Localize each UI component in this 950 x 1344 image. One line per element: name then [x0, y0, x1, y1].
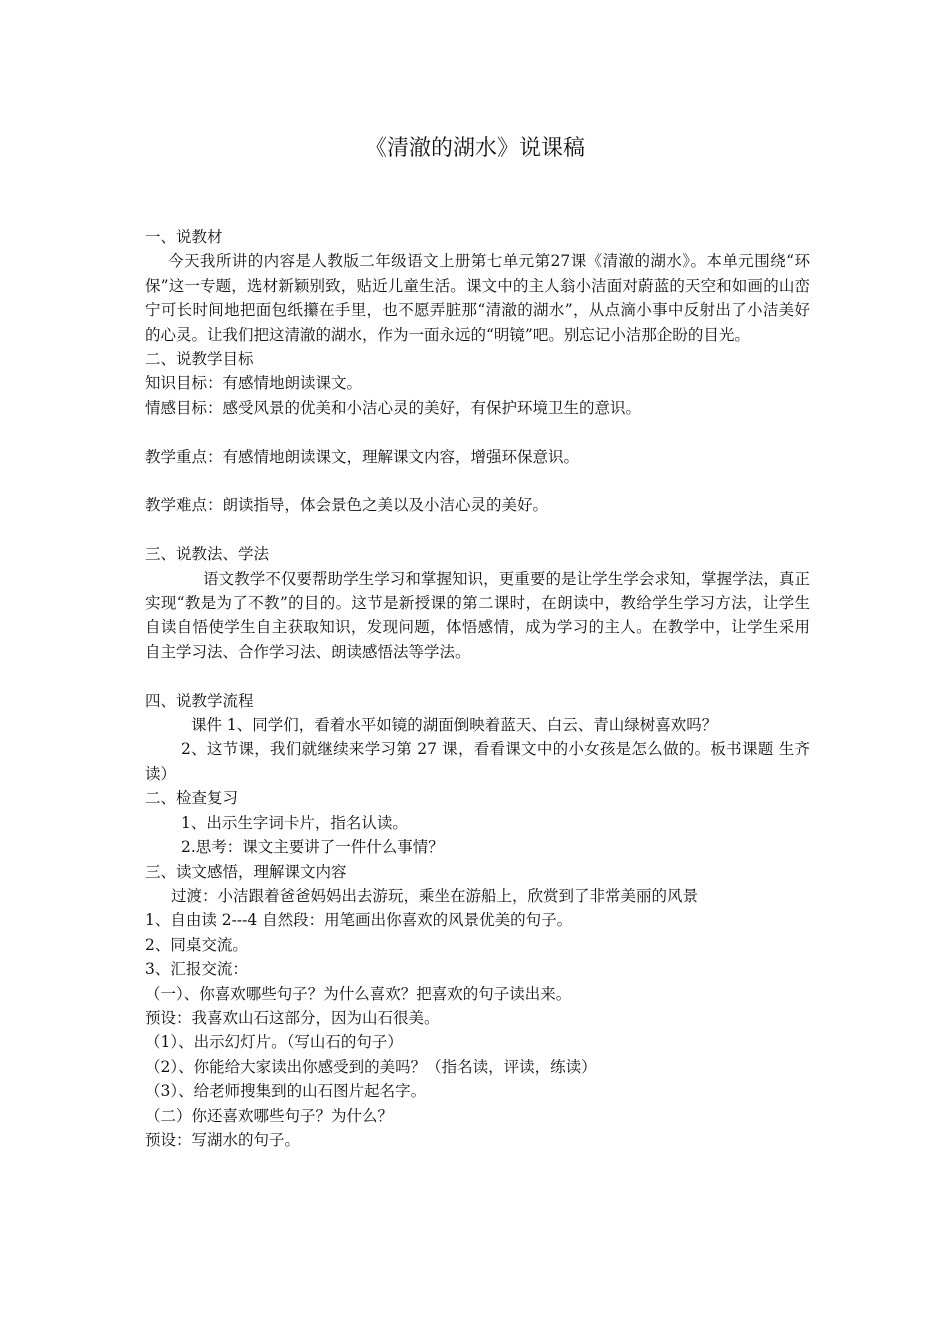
section-heading-textbook: 一、说教材 [145, 228, 223, 246]
section-heading-review: 二、检查复习 [145, 789, 239, 808]
textbook-paragraph: 今天我所讲的内容是人教版二年级语文上册第七单元第27课《清澈的湖水》。本单元围绕“环保”这一专题，选材新颖别致，贴近儿童生活。课文中的主人翁小洁面对蔚蓝的天空和如画的山峦宁可长时间地把面包纸攥在手里，也不愿弄脏那“清澈的湖水”，从点滴小事中反射出了小洁美好的心灵。让我们把这清澈的湖水，作为一面永远的“明镜”吧。别忘记小洁那企盼的目光。 [145, 252, 810, 344]
sub-item-1: （1）、出示幻灯片。（写山石的句子） [145, 1033, 403, 1052]
question-1: （一）、你喜欢哪些句子？为什么喜欢？把喜欢的句子读出来。 [145, 984, 572, 1003]
section-heading-goals: 二、说教学目标 [145, 350, 254, 369]
spacer [145, 664, 810, 688]
methods-paragraph: 语文教学不仅要帮助学生学习和掌握知识，更重要的是让学生学会求知，掌握学法，真正实现“教是为了不教”的目的。这节是新授课的第二课时，在朗读中，教给学生学习方法，让学生自读自悟使学生自主获取知识，发现问题，体悟感情，成为学习的主人。在教学中，让学生采用自主学习法、合作学习法、朗读感悟法等学法。 [145, 569, 810, 661]
sub-item-3: （3）、给老师搜集到的山石图片起名字。 [145, 1082, 427, 1101]
section-heading-methods: 三、说教法、学法 [145, 545, 270, 564]
spacer [145, 518, 810, 542]
step-1: 1、自由读 2---4 自然段：用笔画出你喜欢的风景优美的句子。 [145, 911, 573, 930]
teaching-difficulty: 教学难点：朗读指导，体会景色之美以及小洁心灵的美好。 [145, 496, 549, 515]
knowledge-goal: 知识目标：有感情地朗读课文。 [145, 374, 363, 393]
section-heading-flow: 四、说教学流程 [145, 691, 254, 710]
flow-item-1: 课件 1、同学们，看着水平如镜的湖面倒映着蓝天、白云、青山绿树喜欢吗？ [191, 716, 718, 735]
emotion-goal: 情感目标：感受风景的优美和小洁心灵的美好，有保护环境卫生的意识。 [145, 398, 642, 417]
section-heading-reading: 三、读文感悟，理解课文内容 [145, 862, 347, 881]
step-3: 3、汇报交流： [145, 960, 248, 979]
spacer [145, 469, 810, 493]
document-body [145, 225, 810, 1152]
document-title: 《清澈的湖水》说课稿 [364, 136, 585, 161]
transition-text: 过渡：小洁跟着爸爸妈妈出去游玩，乘坐在游船上，欣赏到了非常美丽的风景 [171, 886, 699, 905]
sub-item-2: （2）、你能给大家读出你感受到的美吗？（指名读，评读，练读） [145, 1057, 597, 1076]
review-item-2: 2.思考：课文主要讲了一件什么事情？ [181, 838, 444, 857]
question-2: （二）你还喜欢哪些句子？为什么？ [145, 1106, 394, 1125]
preset-answer-2: 预设：写湖水的句子。 [145, 1130, 301, 1149]
teaching-key-point: 教学重点：有感情地朗读课文，理解课文内容，增强环保意识。 [145, 447, 580, 466]
review-item-1: 1、出示生字词卡片，指名认读。 [181, 813, 408, 832]
flow-item-2: 2、这节课，我们就继续来学习第 27 课，看看课文中的小女孩是怎么做的。板书课题 生齐读） [145, 740, 810, 783]
spacer [145, 420, 810, 444]
preset-answer-1: 预设：我喜欢山石这部分，因为山石很美。 [145, 1008, 440, 1027]
step-2: 2、同桌交流。 [145, 935, 248, 954]
